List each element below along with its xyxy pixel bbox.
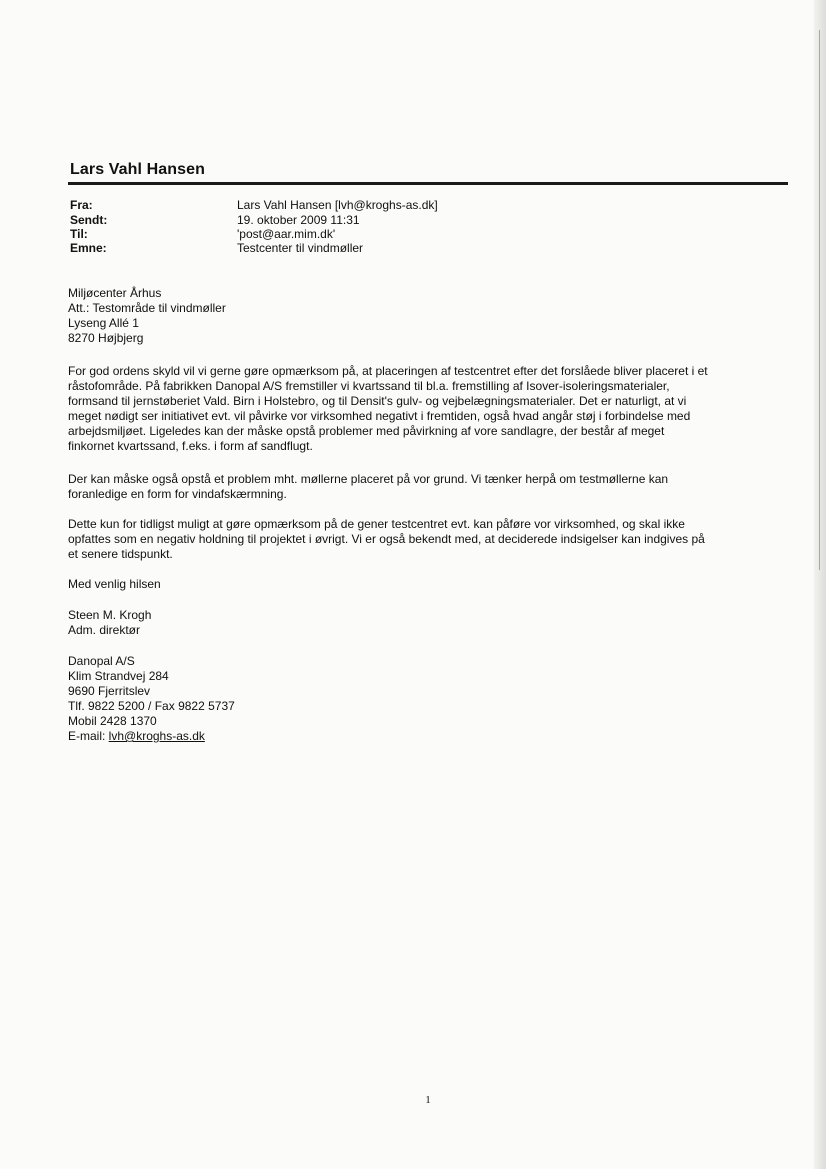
- company-line: Mobil 2428 1370: [68, 714, 157, 728]
- paragraph-line: Der kan måske også opstå et problem mht. møllerne placeret på vor grund. Vi tænker herpå om testmøllerne kan: [68, 472, 669, 486]
- signature-title: Adm. direktør: [68, 623, 141, 637]
- paragraph-line: finkornet kvartssand, f.eks. i form af sandflugt.: [68, 439, 313, 453]
- company-line: Tlf. 9822 5200 / Fax 9822 5737: [68, 699, 235, 713]
- header-value: Lars Vahl Hansen [lvh@kroghs-as.dk]: [237, 198, 438, 212]
- address-line: Lyseng Allé 1: [68, 316, 139, 330]
- company-line: Klim Strandvej 284: [68, 669, 169, 683]
- header-label: Emne:: [70, 241, 107, 255]
- header-divider: [68, 182, 788, 185]
- paragraph-line: meget nødigt ser initiativet evt. vil påvirke vor virksomhed negativt i fremtiden, også hvad angår støj i forbindelse med: [68, 409, 691, 423]
- header-value: 'post@aar.mim.dk': [237, 227, 336, 241]
- page-number: 1: [425, 1094, 431, 1106]
- paragraph-line: opfattes som en negativ holdning til projektet i øvrigt. Vi er også bekendt med, at deciderede indsigelser kan indgives på: [68, 532, 705, 546]
- sender-title: Lars Vahl Hansen: [70, 161, 205, 178]
- address-line: Miljøcenter Århus: [68, 286, 162, 300]
- scan-edge-line: [819, 30, 820, 570]
- paragraph-line: For god ordens skyld vil vi gerne gøre opmærksom på, at placeringen af testcentret efter det forslåede bliver placeret i et: [68, 364, 708, 378]
- closing: [68, 577, 161, 592]
- address-line: Att.: Testområde til vindmøller: [68, 301, 226, 315]
- company-block: [68, 654, 235, 744]
- header-label: Fra:: [70, 198, 93, 212]
- email-label: E-mail:: [68, 729, 109, 743]
- paragraph-line: Dette kun for tidligst muligt at gøre opmærksom på de gener testcentret evt. kan påføre vor virksomhed, og skal ikke: [68, 517, 685, 531]
- signature-name: Steen M. Krogh: [68, 608, 152, 622]
- header-value: Testcenter til vindmøller: [237, 241, 364, 255]
- body-paragraph-3: [68, 517, 790, 562]
- paragraph-line: foranledige en form for vindafskærmning.: [68, 487, 287, 501]
- signature-block: [68, 608, 151, 638]
- body-paragraph-1: [68, 364, 790, 454]
- header-value: 19. oktober 2009 11:31: [237, 213, 360, 227]
- email-line: [68, 729, 235, 744]
- header-label: Til:: [70, 227, 88, 241]
- page-edge-shadow: [814, 0, 826, 1169]
- body-paragraph-2: [68, 472, 790, 502]
- paragraph-line: formsand til jernstøberiet Vald. Birn i Holstebro, og til Densit's gulv- og vejbelægningsmaterialer. Det er naturligt, at vi: [68, 394, 687, 408]
- header-label: Sendt:: [70, 213, 108, 227]
- paragraph-line: arbejdsmiljøet. Ligeledes kan der måske opstå problemer med påvirkning af vore sandlagre, der består af meget: [68, 424, 665, 438]
- recipient-address: [68, 286, 226, 346]
- paragraph-line: et senere tidspunkt.: [68, 547, 173, 561]
- paragraph-line: råstofområde. På fabrikken Danopal A/S fremstiller vi kvartssand til bl.a. fremstilling af Isover-isoleringsmaterialer,: [68, 379, 670, 393]
- company-line: Danopal A/S: [68, 654, 135, 668]
- email-link[interactable]: lvh@kroghs-as.dk: [108, 729, 205, 743]
- address-line: 8270 Højbjerg: [68, 331, 144, 345]
- company-line: 9690 Fjerritslev: [68, 684, 151, 698]
- closing-line: Med venlig hilsen: [68, 577, 161, 591]
